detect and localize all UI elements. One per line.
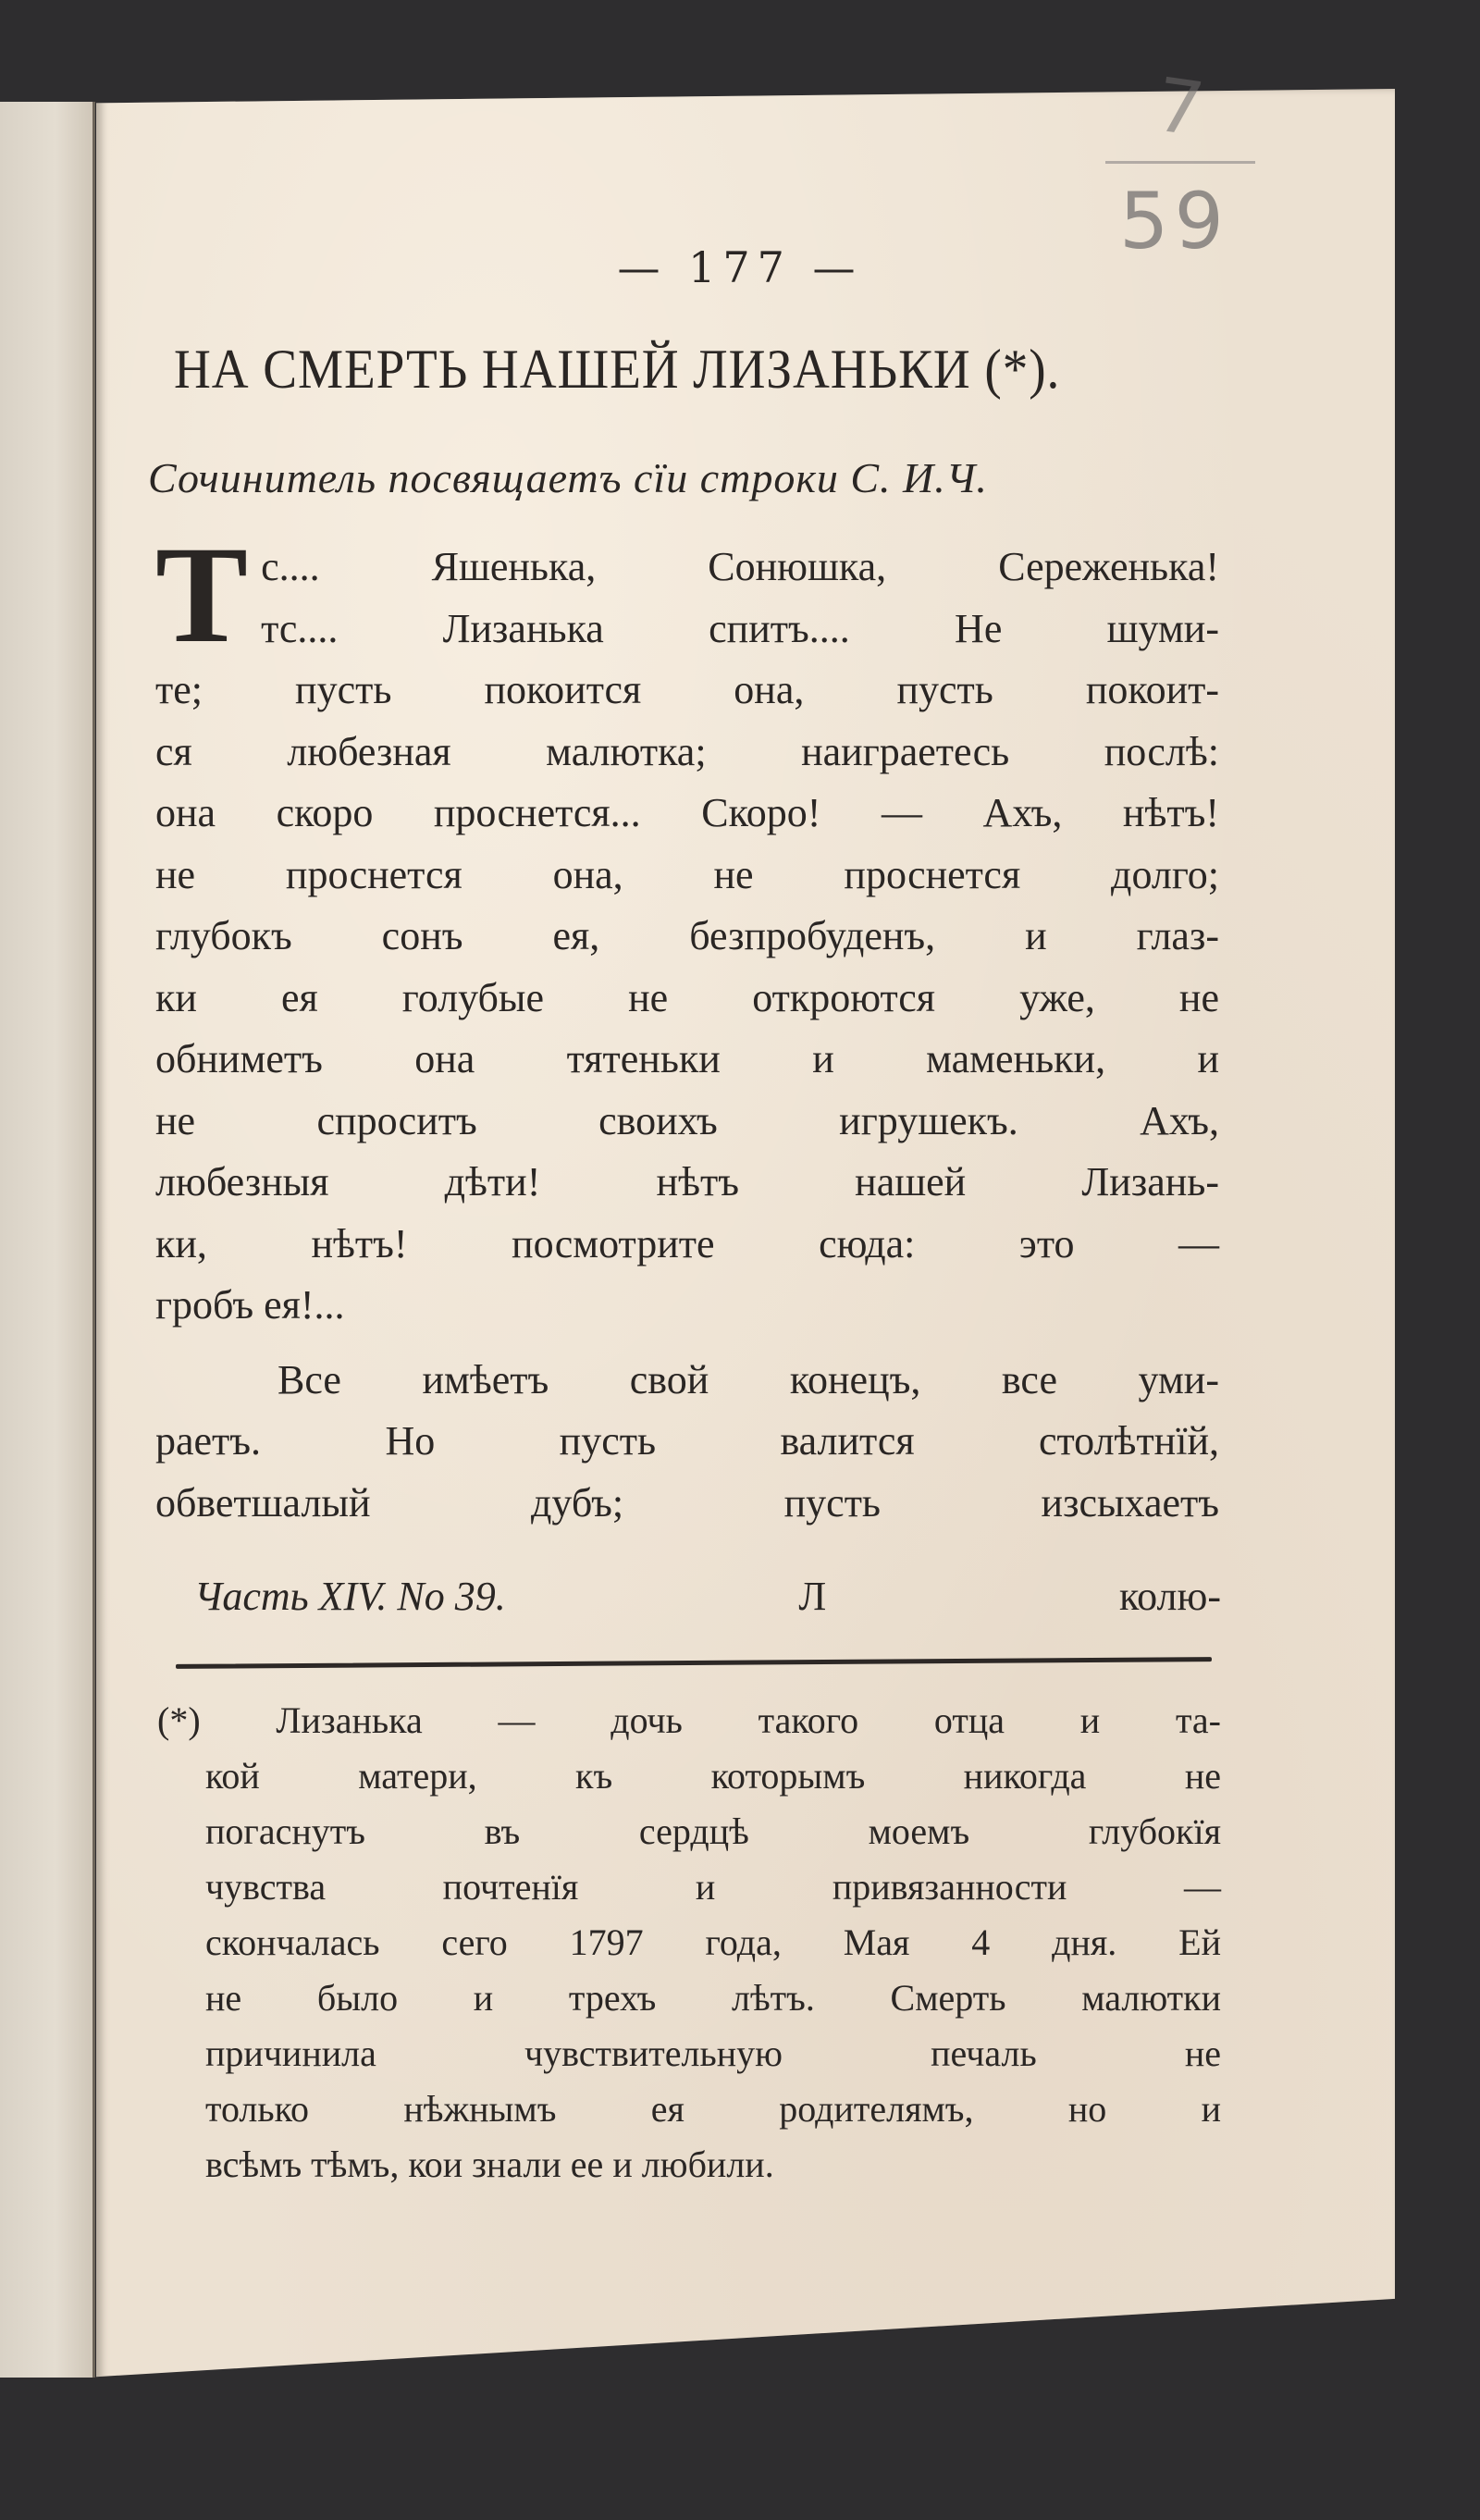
paragraph-2 [155,1350,1219,1535]
text-line: не проснется она, не проснется долго; [155,851,1219,897]
text-line: обветшалый дубъ; пусть изсыхаетъ [155,1479,1219,1526]
text-line: тс.... Лизанька спитъ.... Не шуми- [261,605,1219,651]
footnote-line: только нѣжнымъ ея родителямъ, но и [205,2088,1221,2130]
previous-page-edge [0,102,95,2378]
footnote-line: кой матери, къ которымъ никогда не [205,1755,1221,1797]
signature-line [194,1573,1221,1620]
text-line: Все имѣетъ свой конецъ, все уми- [278,1356,1219,1402]
page-number: — 177 — [617,242,863,292]
body-text [155,518,1219,1534]
footnote [157,1693,1221,2193]
text-line: ки, нѣтъ! посмотрите сюда: это — [155,1220,1219,1266]
text-line: с.... Яшенька, Сонюшка, Сереженька! [261,544,1219,589]
pencil-mark-bottom: 59 [1119,176,1229,266]
text-line: глубокъ сонъ ея, безпробуденъ, и глаз- [155,913,1219,958]
text-line: раетъ. Но пусть валится столѣтнїй, [155,1418,1219,1464]
text-line: те; пусть покоится она, пусть покоит- [155,667,1219,712]
text-line: не спроситъ своихъ игрушекъ. Ахъ, [155,1097,1219,1143]
text-line: ки ея голубые не откроются уже, не [155,974,1219,1020]
footnote-line: чувства почтенїя и привязанности — [205,1866,1221,1908]
paragraph-1 [155,518,1219,1337]
signature-mark: Л [798,1574,827,1619]
page-title: НА СМЕРТЬ НАШЕЙ ЛИЗАНЬКИ (*). [174,339,1061,400]
footnote-line: всѣмъ тѣмъ, кои знали ее и любили. [205,2143,774,2185]
text-line: она скоро проснется... Скоро! — Ахъ, нѣтъ! [155,790,1219,835]
footnote-line: (*) Лизанька — дочь такого отца и та- [157,1699,1221,1741]
text-line: ся любезная малютка; наиграетесь послѣ: [155,728,1219,774]
text-line: обниметъ она тятеньки и маменьки, и [155,1036,1219,1081]
catchword: колю- [1118,1574,1221,1619]
footnote-line: причинила чувствительную печаль не [205,2032,1221,2074]
text-line: любезныя дѣти! нѣтъ нашей Лизань- [155,1159,1219,1204]
drop-cap: Т [155,518,249,672]
footnote-line: не было и трехъ лѣтъ. Смерть малютки [205,1977,1221,2019]
dedication: Сочинитель посвящаетъ сїи строки С. И.Ч. [148,454,988,501]
pencil-fraction-line [1105,161,1255,164]
text-line: гробъ ея!... [155,1282,345,1328]
footnote-line: скончалась сего 1797 года, Мая 4 дня. Ей [205,1921,1221,1963]
pencil-mark-top: 7 [1150,61,1215,154]
part-number: Часть XIV. No 39. [194,1574,506,1619]
footnote-line: погаснутъ въ сердцѣ моемъ глубокїя [205,1810,1221,1852]
